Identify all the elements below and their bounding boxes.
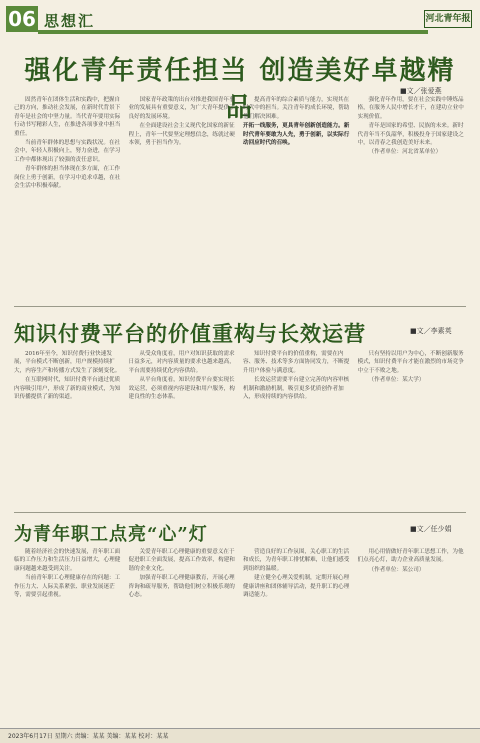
page-number: 06	[6, 6, 38, 32]
newspaper-logo: 河北青年报	[424, 10, 472, 28]
article2-paragraph: 从受众角度看，用户对知识获取的需求日益多元，对内容质量的要求也越来越高，平台需要持续优化内容供给。	[128, 351, 235, 374]
article1-title: 强化青年责任担当 创造美好卓越精品	[24, 56, 456, 123]
article3-column	[243, 548, 352, 724]
article1-body	[14, 96, 466, 296]
article3-paragraph: 关爱青年职工心理健康的重要意义在于促进职工全面发展，提高工作效率，构建和谐的企业文化。	[128, 549, 235, 572]
article1-paragraph: 青年是国家的希望、民族的未来。新时代青年当不负韶华，积极投身于国家建设之中，以青春之我创造美好未来。	[357, 123, 464, 147]
article2-note: （作者单位：某大学）	[368, 377, 425, 384]
article3-column	[358, 548, 467, 724]
article3-byline: ■文／任少娟	[410, 525, 452, 533]
article1-column	[243, 96, 352, 296]
article3-paragraph: 用心用情做好青年职工思想工作，为他们点亮心灯，助力企业高质量发展。	[357, 549, 464, 564]
article2-column	[14, 350, 123, 510]
article1-paragraph: 国家青年政策的出台对推进我国青年事业的发展具有重要意义，为广大青年提供了良好的发展环境。	[128, 97, 235, 120]
article1-byline: ■文／张爱燕	[400, 87, 442, 95]
article3-paragraph: 随着经济社会的快速发展，青年职工面临的工作压力和生活压力日益增大，心理健康问题越来越受到关注。	[14, 549, 121, 572]
article1-paragraph: 当前青年群体的思想与实践状况。在社会中，年轻人积极向上，努力奋进，在学习工作中都体现出了较强的责任意识。	[14, 140, 121, 163]
masthead	[0, 0, 480, 42]
article1-column	[358, 96, 467, 296]
article3-paragraph: 加强青年职工心理健康教育，开展心理咨询和疏导服务，帮助他们树立积极乐观的心态。	[128, 575, 235, 599]
article2-paragraph: 知识付费平台的价值重构，需要在内容、服务、技术等多方面协同发力，不断提升用户体验与满意度。	[243, 351, 350, 374]
article3-paragraph: 营造良好的工作氛围，关心职工的生活和成长，为青年职工排忧解难，让他们感受到组织的温暖。	[243, 549, 350, 572]
article2-column	[358, 350, 467, 510]
article1-paragraph: 强化青年作用，要在社会实践中锤炼品格，在服务人民中增长才干，在建功立业中实现价值。	[357, 97, 464, 120]
article2-title: 知识付费平台的价值重构与长效运营	[14, 321, 366, 346]
page-footer	[0, 728, 480, 743]
article1-subhead: 开拓一线服务，更具青年创新创造能力。新时代青年要敢为人先，勇于创新，以实际行动回应时代的召唤。	[243, 123, 350, 147]
article2-byline: ■文／李素英	[410, 327, 452, 335]
section-divider	[14, 512, 466, 513]
article2-paragraph: 从平台角度看，知识付费平台要实现长效运营，必须重视内容建设和用户服务，构建良性的生态体系。	[128, 377, 235, 401]
article1-column	[14, 96, 123, 296]
article1-paragraph: 在全面建设社会主义现代化国家的新征程上，青年一代要坚定理想信念，练就过硬本领，勇于担当作为。	[128, 123, 235, 147]
article2-column	[243, 350, 352, 510]
article2-paragraph: 在互联网时代，知识付费平台通过优质内容吸引用户，形成了新的商业模式，为知识传播提供了新的渠道。	[14, 377, 121, 401]
article3-note: （作者单位：某公司）	[368, 566, 425, 573]
article3-column	[14, 548, 123, 724]
article3-title: 为青年职工点亮“心”灯	[14, 524, 208, 545]
article2-paragraph: 2016年至今，知识付费行业快速发展，平台模式不断创新，用户规模持续扩大，内容生产和传播方式发生了深刻变化。	[14, 351, 121, 374]
article2-column	[129, 350, 238, 510]
section-title: 思想汇	[44, 12, 96, 30]
article3-paragraph: 当前青年职工心理健康存在的问题：工作压力大、人际关系紧张、职业发展迷茫等，需要引起重视。	[14, 575, 121, 599]
article1-paragraph: 固然青年在团体生活和实践中，把握自己的方向，推动社会发展，在新时代背景下青年是社会的中坚力量。当代青年要用实际行动书写精彩人生，在推进各项事业中担当重任。	[14, 97, 121, 137]
article3-body	[14, 548, 466, 724]
section-divider	[14, 306, 466, 307]
article2-body	[14, 350, 466, 510]
article2-paragraph: 只有坚持以用户为中心，不断创新服务模式，知识付费平台才能在激烈的市场竞争中立于不败之地。	[357, 351, 464, 374]
article2-paragraph: 长效运营需要平台建立完善的内容审核机制和激励机制，吸引更多优质创作者加入，形成持续的内容供给。	[243, 377, 350, 401]
article3-paragraph: 建立健全心理关爱机制，定期开展心理健康讲座和团体辅导活动，提升职工的心理调适能力。	[243, 575, 350, 599]
article1-note: （作者单位：河北省某单位）	[368, 149, 442, 156]
footer-text: 2023年6月17日 星期六 责编：某某 美编：某某 校对：某某	[8, 733, 169, 740]
article3-column	[129, 548, 238, 724]
masthead-bar	[38, 30, 428, 34]
article1-paragraph: 青年群体的担当体现在多方面，在工作岗位上勇于创新，在学习中追求卓越，在社会生活中积极奉献。	[14, 166, 121, 190]
article1-column	[129, 96, 238, 296]
article1-paragraph: 提高青年的综合素质与能力，实现其在时代中的担当。关注青年的成长环境，帮助他们解决困难。	[243, 97, 350, 120]
